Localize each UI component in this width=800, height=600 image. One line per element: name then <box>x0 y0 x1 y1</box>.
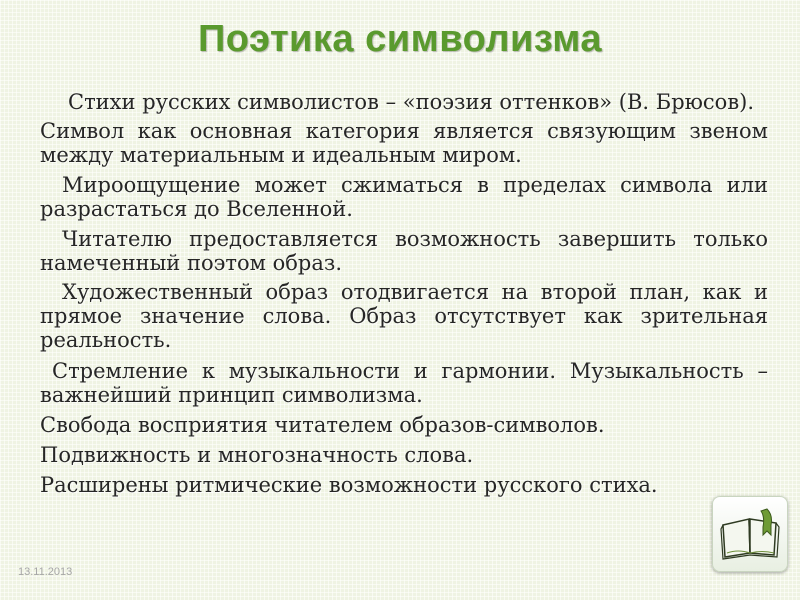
paragraph-7: Свобода восприятия читателем образов-символов. <box>40 413 605 437</box>
slide-content <box>40 90 768 497</box>
paragraph-1: Стихи русских символистов – «поэзия оттенков» (В. Брюсов). <box>68 90 755 114</box>
paragraph-2: Символ как основная категория является связующим звеном между материальным и идеальным миром. <box>40 119 768 167</box>
paragraph-9: Расширены ритмические возможности русского стиха. <box>40 473 658 497</box>
paragraph-5: Художественный образ отодвигается на второй план, как и прямое значение слова. Образ отсутствует как зрительная реальность. <box>40 280 768 352</box>
slide-date: 13.11.2013 <box>18 566 73 578</box>
slide-title: Поэтика символизма <box>197 18 603 60</box>
book-badge <box>712 496 788 572</box>
paragraph-3: Мироощущение может сжиматься в пределах символа или разрастаться до Вселенной. <box>40 173 768 221</box>
paragraph-6: Стремление к музыкальности и гармонии. Музыкальность – важнейший принцип символизма. <box>40 359 768 407</box>
open-book-icon <box>719 505 781 563</box>
paragraph-4: Читателю предоставляется возможность завершить только намеченный поэтом образ. <box>40 227 768 275</box>
paragraph-8: Подвижность и многозначность слова. <box>40 443 474 467</box>
